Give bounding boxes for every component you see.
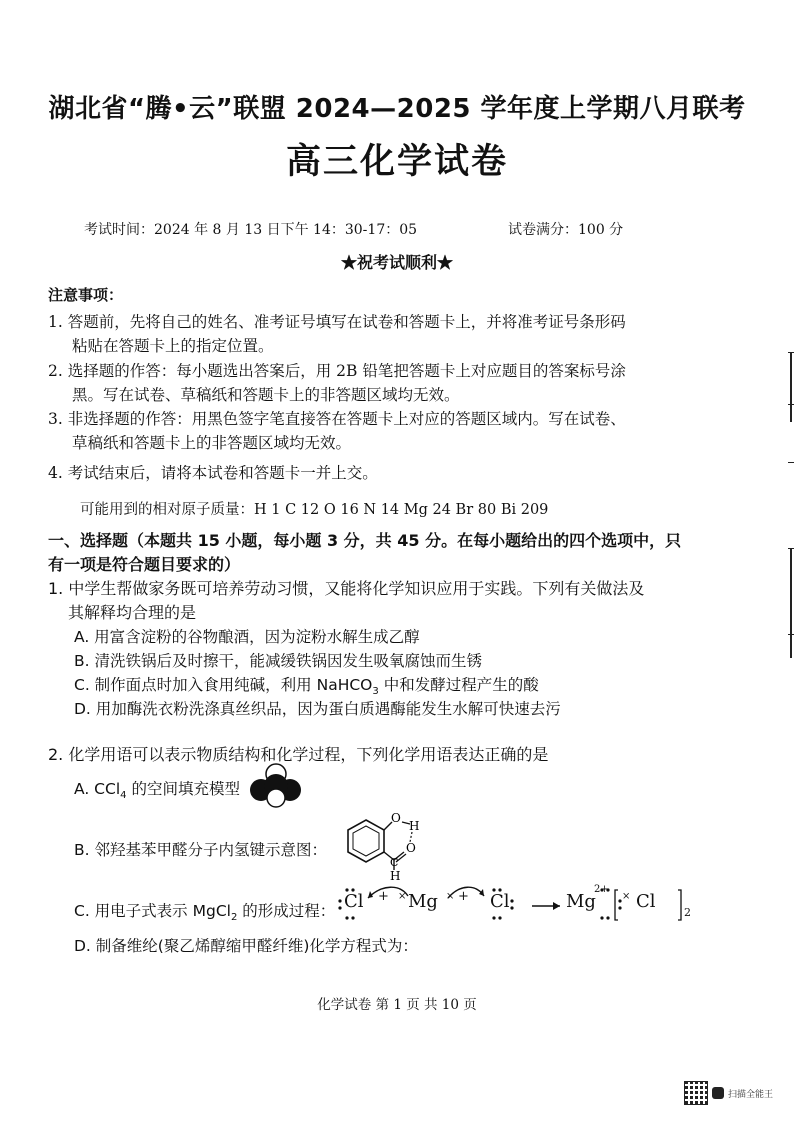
notice-item: 2. 选择题的作答：每小题选出答案后，用 2B 铅笔把答题卡上对应题目的答案标号涂 — [48, 362, 626, 380]
edge-mark — [790, 352, 792, 422]
plus-sign: + — [378, 889, 389, 904]
edge-mark — [788, 404, 794, 405]
exam-title: 湖北省“腾•云”联盟 2024—2025 学年度上学期八月联考 — [48, 94, 746, 124]
cross-mark: × — [446, 891, 455, 902]
label-o-top: O — [391, 811, 401, 825]
label-o-side: O — [406, 841, 416, 855]
notice-item: 4. 考试结束后，请将本试卷和答题卡一并上交。 — [48, 464, 378, 482]
cross-mark: × — [398, 891, 407, 902]
scanner-name: 扫描全能王 — [728, 1089, 774, 1100]
q1-option-c: C. 制作面点时加入食用纯碱，利用 NaHCO$_3$ 中和发酵过程产生的酸 — [74, 676, 539, 698]
cross-mark: × — [622, 891, 631, 902]
q1-option-a: A. 用富含淀粉的谷物酿酒，因为淀粉水解生成乙醇 — [74, 628, 420, 646]
label-h-top: H — [409, 819, 420, 833]
label-h-bottom: H — [390, 869, 401, 882]
edge-mark — [788, 462, 794, 463]
mg-atom: Mg — [408, 891, 438, 912]
qr-code-icon — [684, 1081, 708, 1105]
electron-dots-icon — [334, 882, 790, 922]
plus-sign: + — [458, 889, 469, 904]
label-c: C — [390, 856, 399, 869]
q2-option-c: C. 用电子式表示 MgCl$_2$ 的形成过程： — [74, 902, 336, 924]
q1-option-d: D. 用加酶洗衣粉洗涤真丝织品，因为蛋白质遇酶能发生水解可快速去污 — [74, 700, 561, 718]
cl-atom-left: Cl — [344, 891, 364, 912]
paper-title: 高三化学试卷 — [285, 142, 508, 182]
edge-mark — [790, 548, 792, 658]
edge-mark — [788, 352, 794, 353]
product-cl: Cl — [636, 891, 656, 912]
q1-stem: 1. 中学生帮做家务既可培养劳动习惯，又能将化学知识应用于实践。下列有关做法及 — [48, 579, 645, 598]
notice-item: 1. 答题前，先将自己的姓名、准考证号填写在试卷和答题卡上，并将准考证号条形码 — [48, 313, 626, 331]
wish-line: ★祝考试顺利★ — [340, 253, 453, 272]
q2-option-b: B. 邻羟基苯甲醛分子内氢键示意图： — [74, 841, 327, 859]
notice-title: 注意事项： — [48, 286, 124, 304]
product-mg: Mg — [566, 891, 596, 912]
notice-item: 黑。写在试卷、草稿纸和答题卡上的非答题区域均无效。 — [72, 386, 460, 404]
product-subscript: 2 — [684, 906, 691, 919]
q1-stem-cont: 其解释均合理的是 — [68, 603, 197, 622]
electron-formula — [334, 882, 790, 922]
full-score: 试卷满分：100 分 — [508, 222, 624, 238]
page-footer: 化学试卷 第 1 页 共 10 页 — [317, 997, 477, 1013]
section-heading-cont: 有一项是符合题目要求的） — [48, 555, 241, 574]
q1-option-b: B. 清洗铁锅后及时擦干，能减缓铁锅因发生吸氧腐蚀而生锈 — [74, 652, 482, 670]
space-filling-model-icon — [248, 762, 302, 808]
q2-option-a: A. CCl$_4$ 的空间填充模型 — [74, 780, 240, 802]
scanner-logo-icon — [712, 1087, 724, 1099]
hydrogen-bond-structure-icon — [336, 808, 436, 882]
atomic-masses: 可能用到的相对原子质量：H 1 C 12 O 16 N 14 Mg 24 Br 80 Bi 209 — [80, 502, 549, 518]
product-charge: 2+ — [594, 884, 609, 895]
q2-option-d: D. 制备维纶(聚乙烯醇缩甲醛纤维)化学方程式为： — [74, 937, 418, 955]
cl-atom-right: Cl — [490, 891, 510, 912]
exam-time: 考试时间：2024 年 8 月 13 日下午 14：30-17：05 — [84, 222, 418, 238]
q2-stem: 2. 化学用语可以表示物质结构和化学过程，下列化学用语表达正确的是 — [48, 745, 549, 764]
notice-item: 草稿纸和答题卡上的非答题区域均无效。 — [72, 434, 352, 452]
notice-item: 粘贴在答题卡上的指定位置。 — [72, 337, 274, 355]
notice-item: 3. 非选择题的作答：用黑色签字笔直接答在答题卡上对应的答题区域内。写在试卷、 — [48, 410, 626, 428]
scanner-watermark — [684, 1080, 776, 1106]
section-heading: 一、选择题（本题共 15 小题，每小题 3 分，共 45 分。在每小题给出的四个选项中，只 — [48, 531, 682, 550]
